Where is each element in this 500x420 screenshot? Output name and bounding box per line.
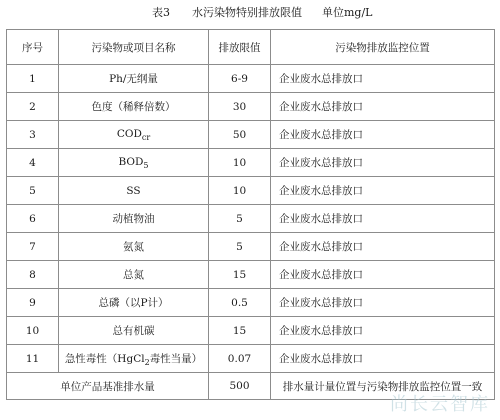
monitoring-location: 企业废水总排放口 — [271, 205, 495, 233]
pollutant-name — [59, 121, 209, 149]
table-row — [7, 345, 495, 373]
row-number: 11 — [7, 345, 59, 373]
monitoring-location: 企业废水总排放口 — [271, 121, 495, 149]
monitoring-location: 企业废水总排放口 — [271, 177, 495, 205]
row-number: 1 — [7, 65, 59, 93]
monitoring-location: 企业废水总排放口 — [271, 149, 495, 177]
table-row — [7, 93, 495, 121]
header-location: 污染物排放监控位置 — [271, 30, 495, 65]
emission-limits-table — [6, 29, 495, 400]
table-body — [7, 65, 495, 400]
footer-row — [7, 373, 495, 400]
table-row — [7, 261, 495, 289]
pollutant-name — [59, 289, 209, 317]
caption-title: 水污染物特别排放限值 — [192, 6, 302, 19]
pollutant-name-subscript: 5 — [143, 160, 149, 170]
pollutant-name-text: 总氮 — [123, 269, 144, 281]
table-row — [7, 177, 495, 205]
pollutant-name-text: BOD — [118, 155, 144, 168]
table-row — [7, 289, 495, 317]
emission-limit: 15 — [209, 261, 271, 289]
header-name: 污染物或项目名称 — [59, 30, 209, 65]
emission-limit: 0.07 — [209, 345, 271, 373]
pollutant-name-text: COD — [116, 127, 142, 140]
row-number: 10 — [7, 317, 59, 345]
pollutant-name-text: SS — [126, 184, 141, 197]
pollutant-name — [59, 233, 209, 261]
table-row — [7, 149, 495, 177]
row-number: 5 — [7, 177, 59, 205]
watermark: 尚长云智库 — [390, 394, 490, 415]
pollutant-name-text: 总有机碳 — [112, 325, 155, 337]
pollutant-name-text: 急性毒性（HgCl — [64, 352, 145, 365]
emission-limit: 0.5 — [209, 289, 271, 317]
table-row — [7, 233, 495, 261]
pollutant-name-subscript: 2 — [144, 357, 150, 367]
emission-limit: 6-9 — [209, 65, 271, 93]
pollutant-name-text: 总磷（以P计） — [98, 297, 169, 309]
table-row — [7, 65, 495, 93]
pollutant-name — [59, 93, 209, 121]
row-number: 8 — [7, 261, 59, 289]
header-no: 序号 — [7, 30, 59, 65]
pollutant-name-suffix: 毒性当量） — [149, 352, 203, 365]
monitoring-location: 企业废水总排放口 — [271, 65, 495, 93]
pollutant-name — [59, 317, 209, 345]
pollutant-name — [59, 261, 209, 289]
footer-location: 排水量计量位置与污染物排放监控位置一致 — [271, 373, 495, 400]
emission-limit: 15 — [209, 317, 271, 345]
pollutant-name-text: 氨氮 — [123, 241, 144, 253]
monitoring-location: 企业废水总排放口 — [271, 345, 495, 373]
pollutant-name — [59, 345, 209, 373]
table-row — [7, 317, 495, 345]
monitoring-location: 企业废水总排放口 — [271, 261, 495, 289]
footer-limit: 500 — [209, 373, 271, 400]
monitoring-location: 企业废水总排放口 — [271, 93, 495, 121]
pollutant-name — [59, 149, 209, 177]
caption-label: 表3 — [152, 6, 170, 19]
pollutant-name-text: 动植物油 — [112, 213, 155, 225]
monitoring-location: 企业废水总排放口 — [271, 289, 495, 317]
pollutant-name — [59, 65, 209, 93]
footer-label: 单位产品基准排水量 — [7, 373, 209, 400]
header-limit: 排放限值 — [209, 30, 271, 65]
row-number: 2 — [7, 93, 59, 121]
emission-limit: 10 — [209, 177, 271, 205]
pollutant-name-subscript: cr — [141, 132, 151, 142]
emission-limit: 10 — [209, 149, 271, 177]
row-number: 3 — [7, 121, 59, 149]
table-row — [7, 205, 495, 233]
pollutant-name-text: 色度（稀释倍数） — [91, 101, 176, 113]
pollutant-name — [59, 177, 209, 205]
row-number: 7 — [7, 233, 59, 261]
emission-limit: 30 — [209, 93, 271, 121]
monitoring-location: 企业废水总排放口 — [271, 233, 495, 261]
row-number: 9 — [7, 289, 59, 317]
emission-limit: 5 — [209, 205, 271, 233]
caption-unit: 单位mg/L — [322, 6, 373, 19]
pollutant-name-text: Ph/无纲量 — [109, 73, 158, 85]
emission-limit: 5 — [209, 233, 271, 261]
monitoring-location: 企业废水总排放口 — [271, 317, 495, 345]
emission-limit: 50 — [209, 121, 271, 149]
header-row — [7, 30, 495, 65]
row-number: 4 — [7, 149, 59, 177]
table-row — [7, 121, 495, 149]
row-number: 6 — [7, 205, 59, 233]
pollutant-name — [59, 205, 209, 233]
